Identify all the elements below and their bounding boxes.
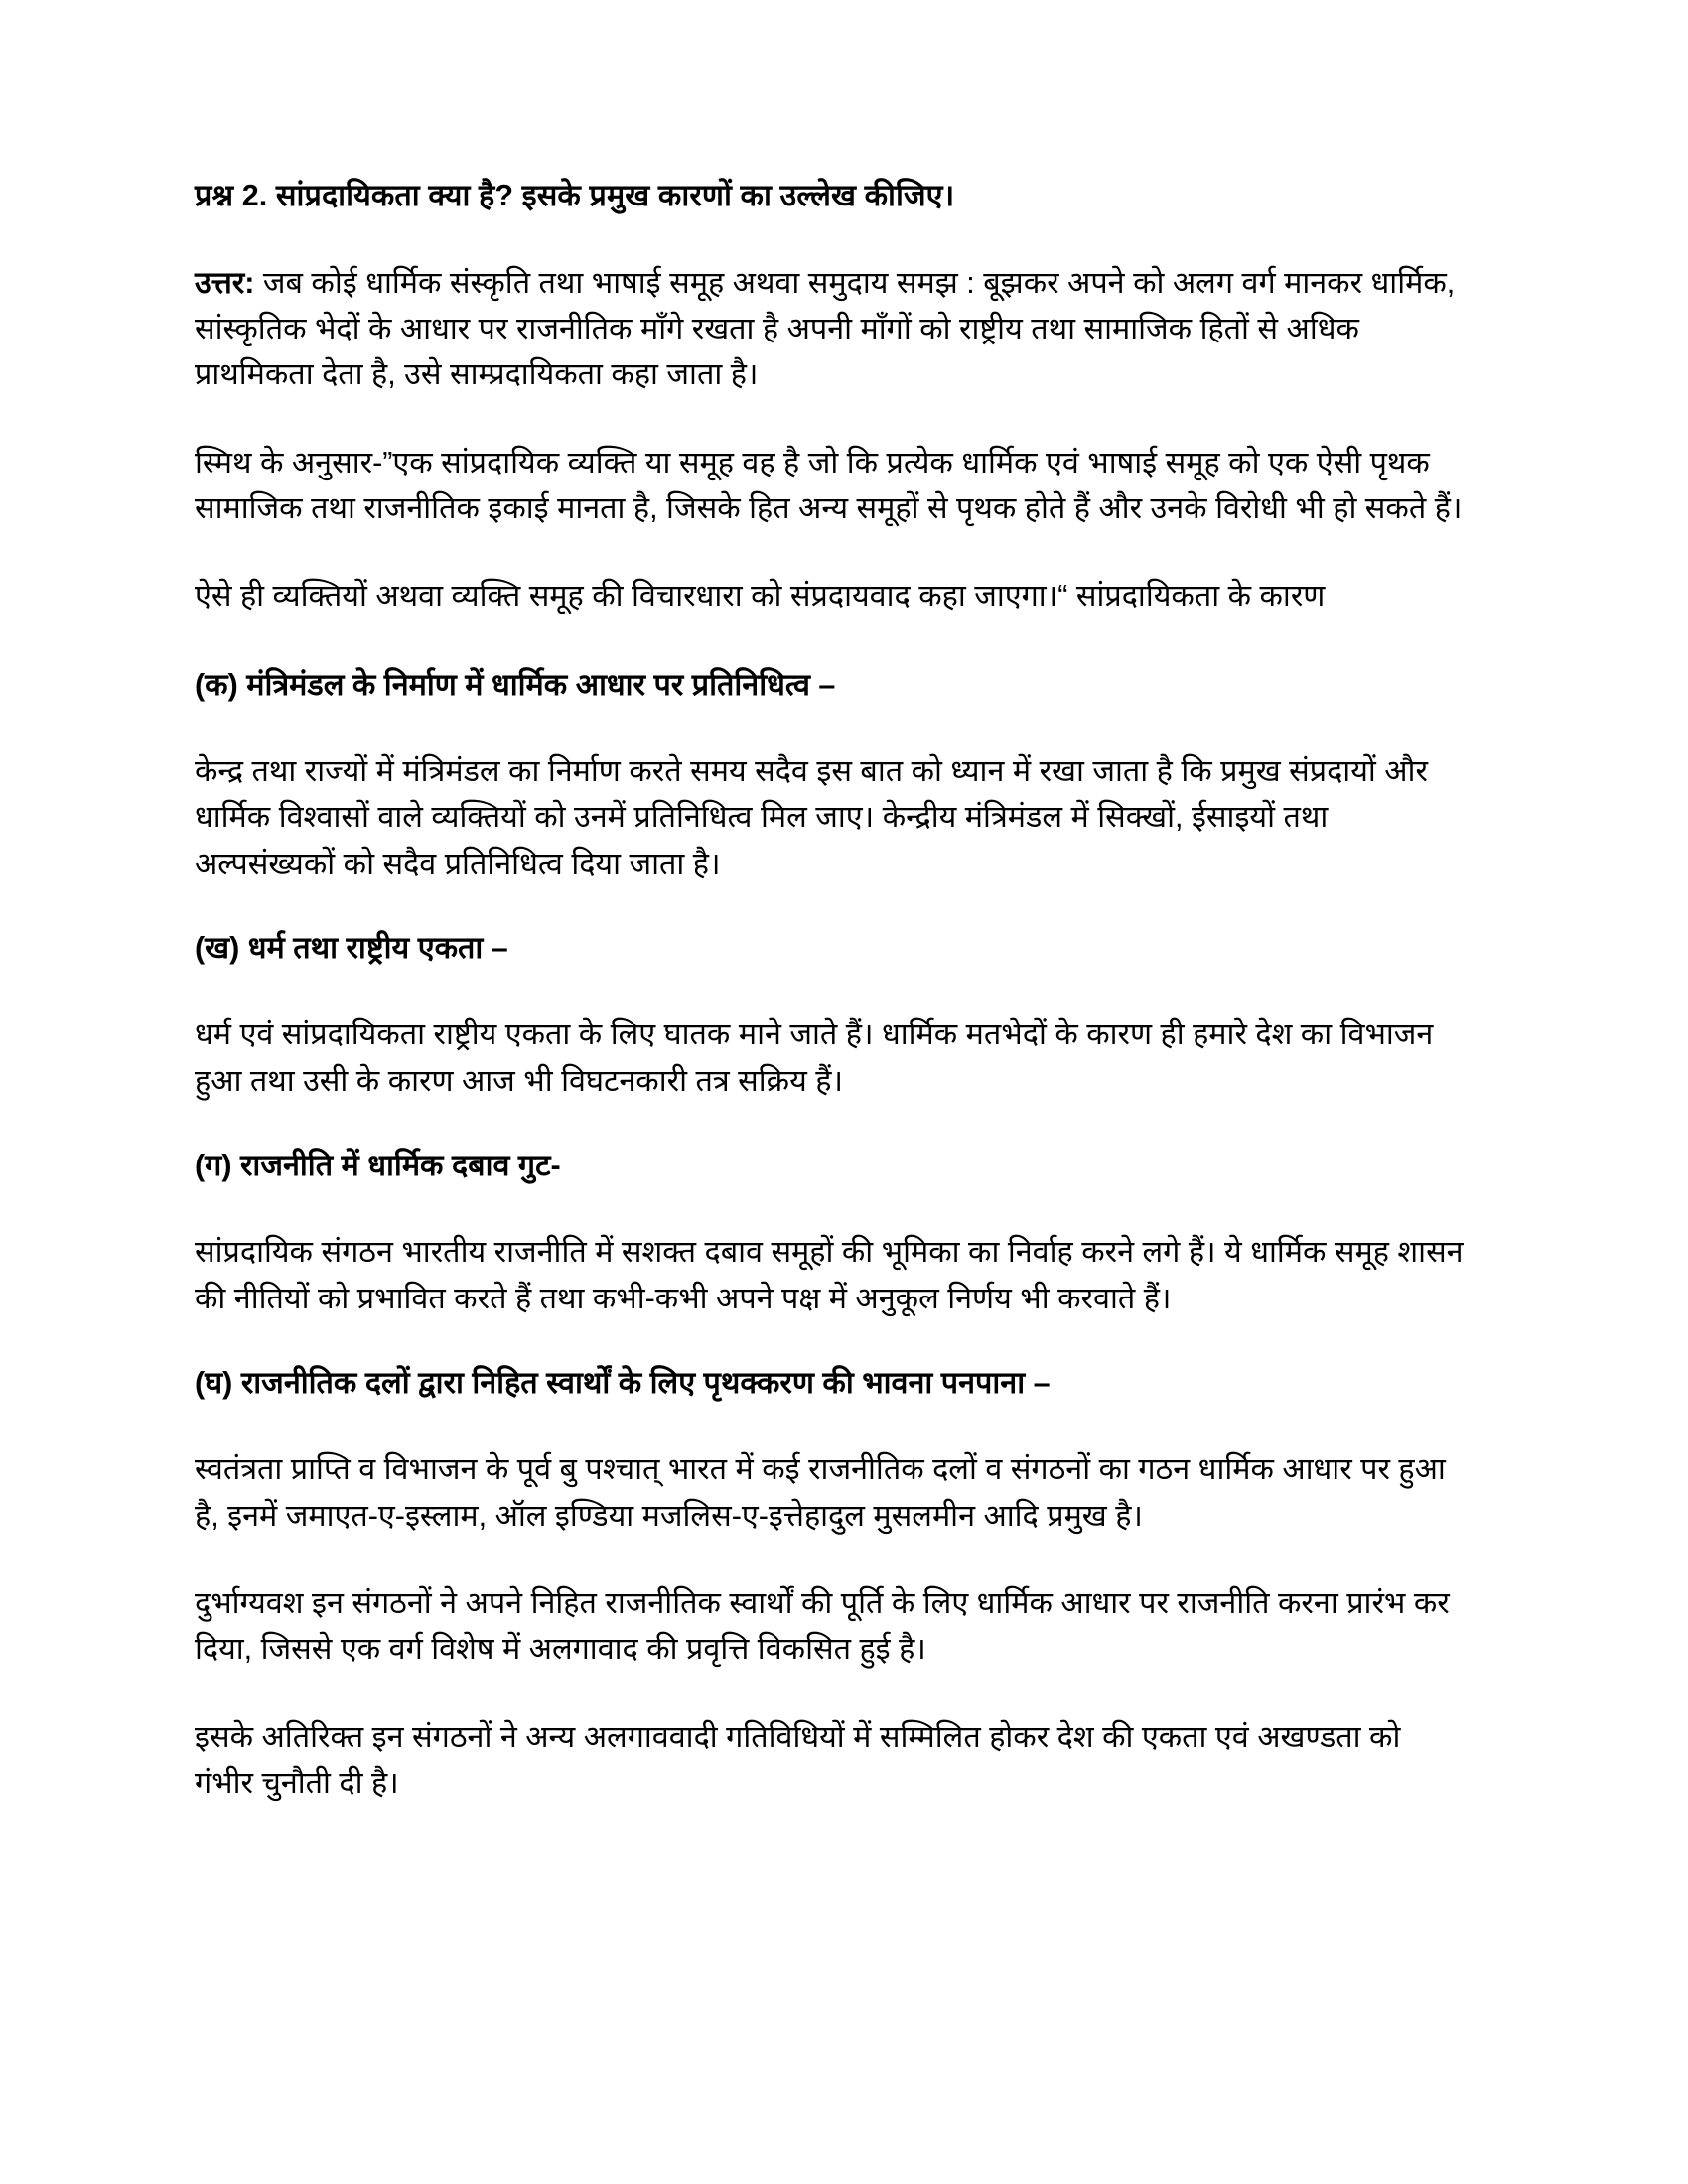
document-body: [195, 177, 1466, 1806]
section-heading-kha: (ख) धर्म तथा राष्ट्रीय एकता –: [195, 931, 508, 966]
answer-label: उत्तर:: [195, 265, 255, 300]
section-heading-gha: (घ) राजनीतिक दलों द्वारा निहित स्वार्थों के लिए पृथक्करण की भावना पनपाना –: [195, 1366, 1051, 1401]
answer-intro-text: जब कोई धार्मिक संस्कृति तथा भाषाई समूह अथवा समुदाय समझ : बूझकर अपने को अलग वर्ग मानकर धार्मिक, सांस्कृतिक भेदों के आधार पर राजनीतिक माँगे रखता है अपनी माँगों को राष्ट्रीय तथा सामाजिक हितों से अधिक प्राथमिकता देता है, उसे साम्प्रदायिकता कहा जाता है।: [195, 265, 1456, 392]
section-body-gha: स्वतंत्रता प्राप्ति व विभाजन के पूर्व बु पश्चात् भारत में कई राजनीतिक दलों व संगठनों का गठन धार्मिक आधार पर हुआ है, इनमें जमाएत-ए-इस्लाम, ऑल इण्डिया मजलिस-ए-इत्तेहादुल मुसलमीन आदि प्रमुख है।: [195, 1452, 1446, 1533]
misfortune-paragraph: दुर्भाग्यवश इन संगठनों ने अपने निहित राजनीतिक स्वार्थों की पूर्ति के लिए धार्मिक आधार पर राजनीति करना प्रारंभ कर दिया, जिससे एक वर्ग विशेष में अलगावाद की प्रवृत्ति विकसित हुई है।: [195, 1586, 1450, 1667]
section-body-ga: सांप्रदायिक संगठन भारतीय राजनीति में सशक्त दबाव समूहों की भूमिका का निर्वाह करने लगे हैं। ये धार्मिक समूह शासन की नीतियों को प्रभावित करते हैं तथा कभी-कभी अपने पक्ष में अनुकूल निर्णय भी करवाते हैं।: [195, 1235, 1464, 1315]
conclusion-paragraph: इसके अतिरिक्त इन संगठनों ने अन्य अलगाववादी गतिविधियों में सम्मिलित होकर देश की एकता एवं अखण्डता को गंभीर चुनौती दी है।: [195, 1719, 1401, 1801]
answer-paragraph: [195, 260, 1466, 398]
section-body-kha: धर्म एवं सांप्रदायिकता राष्ट्रीय एकता के लिए घातक माने जाते हैं। धार्मिक मतभेदों के कारण ही हमारे देश का विभाजन हुआ तथा उसी के कारण आज भी विघटनकारी तत्र सक्रिय हैं।: [195, 1018, 1434, 1098]
section-body-ka: केन्द्र तथा राज्यों में मंत्रिमंडल का निर्माण करते समय सदैव इस बात को ध्यान में रखा जाता है कि प्रमुख संप्रदायों और धार्मिक विश्वासों वाले व्यक्तियों को उनमें प्रतिनिधित्व मिल जाए। केन्द्रीय मंत्रिमंडल में सिक्खों, ईसाइयों तथा अल्पसंख्यकों को सदैव प्रतिनिधित्व दिया जाता है।: [195, 754, 1428, 881]
question-heading: प्रश्न 2. सांप्रदायिकता क्या है? इसके प्रमुख कारणों का उल्लेख कीजिए।: [195, 179, 955, 212]
ideology-paragraph: ऐसे ही व्यक्तियों अथवा व्यक्ति समूह की विचारधारा को संप्रदायवाद कहा जाएगा।“ सांप्रदायिकता के कारण: [195, 579, 1326, 614]
section-heading-ka: (क) मंत्रिमंडल के निर्माण में धार्मिक आधार पर प्रतिनिधित्व –: [195, 667, 836, 702]
smith-quote-paragraph: स्मिथ के अनुसार-”एक सांप्रदायिक व्यक्ति या समूह वह है जो कि प्रत्येक धार्मिक एवं भाषाई समूह को एक ऐसी पृथक सामाजिक तथा राजनीतिक इकाई मानता है, जिसके हित अन्य समूहों से पृथक होते हैं और उनके विरोधी भी हो सकते हैं।: [195, 445, 1463, 526]
section-heading-ga: (ग) राजनीति में धार्मिक दबाव गुट-: [195, 1149, 561, 1183]
